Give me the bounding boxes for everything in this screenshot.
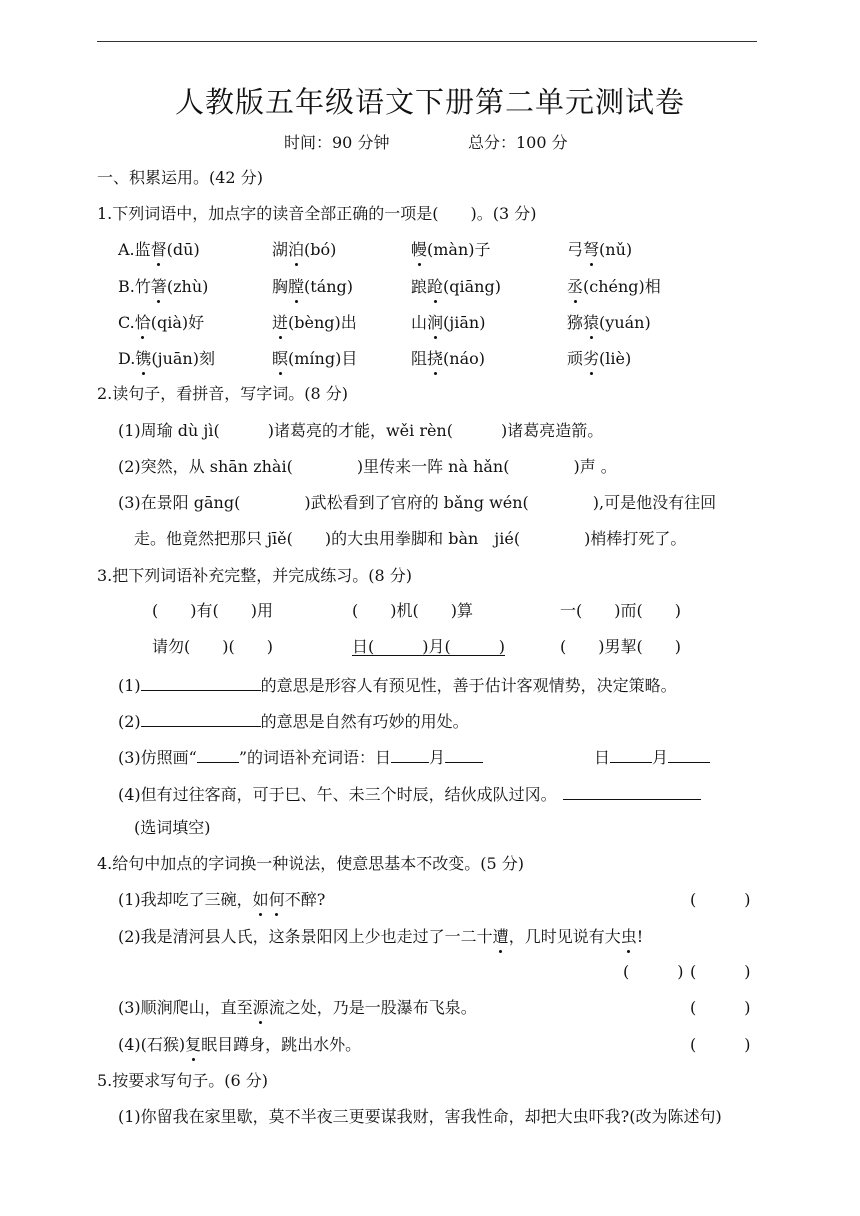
option-d-row-2: 丞(chéng)相 [567,277,661,296]
question-3-item-1: (1) 的意思是形容人有预见性，善于估计客观情势，决定策略。 [118,673,677,697]
answer-blank[interactable] [197,745,239,763]
answer-paren[interactable]: ( ) [690,962,751,981]
top-rule [97,41,757,42]
question-5-line-1: (1)你留我在家里歇，莫不半夜三更要谋我财，害我性命，却把大虫吓我?(改为陈述句) [118,1107,722,1126]
question-4-line-1: (1)我却吃了三碗，如何不醉? [118,890,326,909]
score-label: 总分：100 分 [468,133,568,152]
question-2-line-4: 走。他竟然把那只 jīě( )的大虫用拳脚和 bàn jié( )梢棒打死了。 [134,529,687,548]
option-a-row-4: D.镌(juān)刻 [118,349,215,368]
option-b-row-4: 瞑(míng)目 [272,349,358,368]
option-a-row-1: A.监督(dū) [118,240,200,259]
question-3-stem: 3.把下列词语补充完整，并完成练习。(8 分) [97,566,413,585]
answer-blank[interactable] [563,782,701,800]
option-c-row-2: 踉跄(qiāng) [411,277,501,296]
page-title: 人教版五年级语文下册第二单元测试卷 [174,85,685,119]
option-b-row-1: 湖泊(bó) [272,240,337,259]
idiom-blank-4: 请勿( )( ) [152,637,273,656]
answer-blank[interactable] [141,673,261,691]
option-d-row-3: 猕猿(yuán) [567,313,651,332]
answer-paren[interactable]: ( ) [690,998,751,1017]
question-3-item-3: (3)仿照画“ ”的词语补充词语：日 月 [118,745,483,769]
option-d-row-4: 顽劣(liè) [567,349,632,368]
question-2-line-3: (3)在景阳 gāng( )武松看到了官府的 bǎng wén( ),可是他没有往回 [118,493,717,512]
question-4-line-4: (4)(石猴)复眠目蹲身，跳出水外。 [118,1035,362,1054]
question-4-line-2: (2)我是清河县人氏，这条景阳冈上少也走过了一二十遭，几时见说有大虫! [118,927,644,946]
idiom-blank-1: ( )有( )用 [152,601,273,620]
idiom-blank-2: ( )机( )算 [352,601,473,620]
idiom-blank-5: 日( )月( ) [352,637,505,656]
question-5-stem: 5.按要求写句子。(6 分) [97,1071,269,1090]
question-2-line-2: (2)突然，从 shān zhài( )里传来一阵 nà hǎn( )声 。 [118,457,617,476]
question-4-stem: 4.给句中加点的字词换一种说法，使意思基本不改变。(5 分) [97,854,525,873]
option-b-row-3: 迸(bèng)出 [272,313,357,332]
question-3-item-4: (4)但有过往客商，可于巳、午、未三个时辰，结伙成队过冈。 [118,782,701,806]
option-c-row-4: 阻挠(náo) [411,349,485,368]
answer-blank[interactable] [391,745,429,763]
question-4-line-3: (3)顺涧爬山，直至源流之处，乃是一股瀑布飞泉。 [118,998,477,1017]
question-2-line-1: (1)周瑜 dù jì( )诸葛亮的才能，wěi rèn( )诸葛亮造箭。 [118,421,604,440]
idiom-blank-6: ( )男挈( ) [560,637,681,656]
question-3-item-3b: 日 月 [594,745,710,769]
section-heading: 一、积累运用。(42 分) [97,168,263,187]
question-3-item-2: (2) 的意思是自然有巧妙的用处。 [118,709,469,733]
option-c-row-3: 山涧(jiān) [411,313,486,332]
option-d-row-1: 弓弩(nǔ) [567,240,633,259]
time-label: 时间：90 分钟 [284,133,390,152]
idiom-blank-3: 一( )而( ) [560,601,681,620]
answer-paren[interactable]: ( ) [623,962,684,981]
question-3-note: (选词填空) [134,818,211,837]
answer-blank[interactable] [610,745,652,763]
option-c-row-1: 幔(màn)子 [411,240,491,259]
question-2-stem: 2.读句子，看拼音，写字词。(8 分) [97,384,349,403]
answer-blank[interactable] [445,745,483,763]
option-b-row-2: 胸膛(táng) [272,277,354,296]
answer-paren[interactable]: ( ) [690,890,751,909]
option-a-row-2: B.竹箸(zhù) [118,277,209,296]
option-a-row-3: C.恰(qià)好 [118,313,205,332]
answer-paren[interactable]: ( ) [690,1035,751,1054]
answer-blank[interactable] [141,709,261,727]
answer-blank[interactable] [668,745,710,763]
question-1-stem: 1.下列词语中，加点字的读音全部正确的一项是( )。(3 分) [97,204,537,223]
